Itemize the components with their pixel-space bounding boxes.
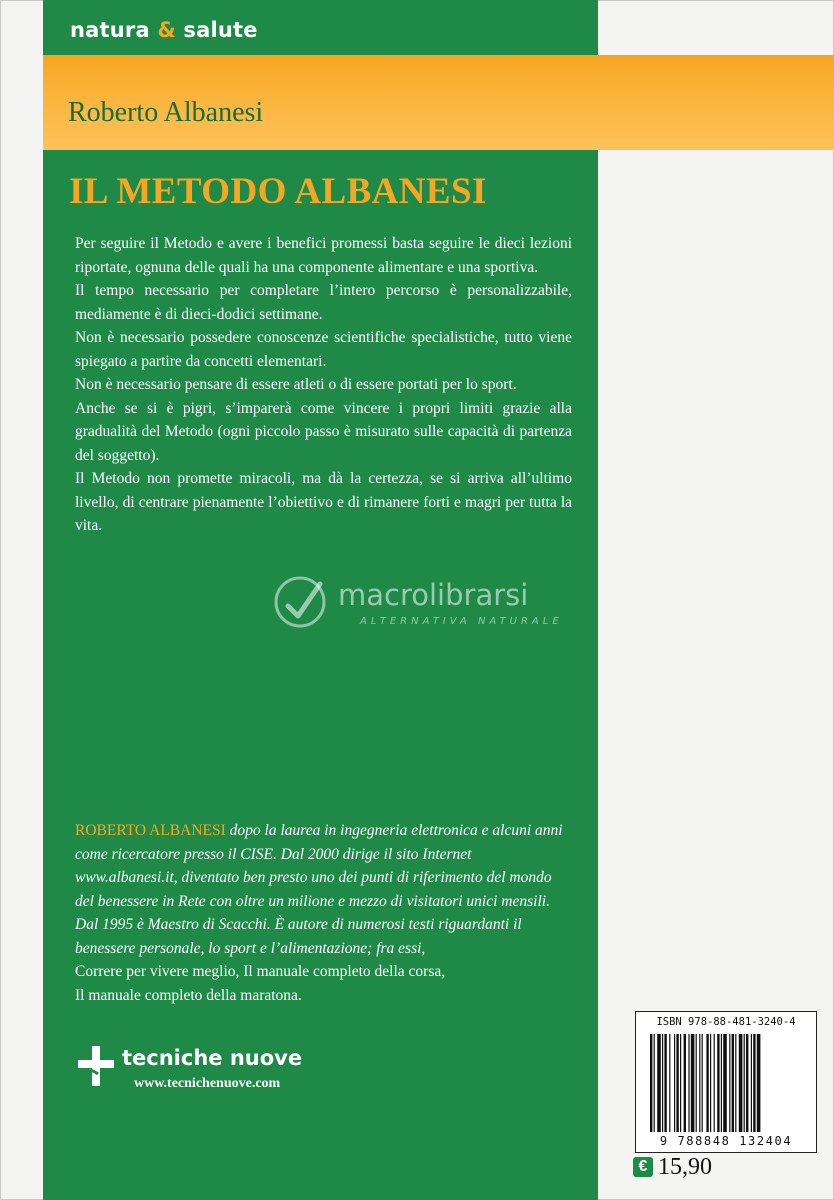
paragraph: Il Metodo non promette miracoli, ma dà la certezza, se si arriva all’ultimo livello, di centrare pienamente l’obiettivo e di rimanere forti e magri per tutta la vita. [75, 470, 572, 534]
watermark-tagline: ALTERNATIVA NATURALE [360, 616, 563, 627]
bio-book-list: Correre per vivere meglio, Il manuale completo della corsa, [75, 963, 446, 980]
leaf-logo-icon [270, 572, 330, 632]
paragraph: Il tempo necessario per completare l’intero percorso è personalizzabile, mediamente è di dieci-dodici settimane. [75, 282, 572, 323]
publisher-url: www.tecnichenuove.com [134, 1076, 281, 1091]
description-text [75, 232, 572, 538]
bio-text: dopo la laurea in ingegneria elettronica e alcuni anni come ricercatore presso il CISE. Dal 2000 dirige il sito Internet www.albanesi.it, diventato ben presto uno dei punti di riferimento del mondo del benessere in Rete con oltre un milione e mezzo di visitatori unici mensili. Dal 1995 è Maestro di Scacchi. È autore di numerosi testi riguardanti il benessere personale, lo sport e l’alimentazione; fra essi, [75, 822, 563, 957]
paragraph: Anche se si è pigri, s’imparerà come vincere i propri limiti grazie alla gradualità del Metodo (ogni piccolo passo è misurato sulle capacità di partenza del soggetto). [75, 399, 572, 464]
barcode-panel [635, 1011, 817, 1153]
barcode [650, 1034, 802, 1132]
author-name: Roberto Albanesi [68, 97, 264, 128]
publisher-logo-icon [74, 1044, 118, 1088]
paragraph: Non è necessario pensare di essere atleti o di essere portati per lo sport. [75, 376, 517, 393]
euro-icon: € [633, 1157, 653, 1177]
book-title: IL METODO ALBANESI [69, 171, 487, 212]
series-ampersand: & [157, 18, 176, 42]
paragraph: Non è necessario possedere conoscenze scientifiche specialistiche, tutto viene spiegato a partire da concetti elementari. [75, 329, 572, 370]
publisher-name: tecniche nuove [122, 1046, 303, 1070]
bio-author-name: ROBERTO ALBANESI [75, 822, 226, 839]
author-bio [75, 819, 565, 1007]
paragraph: Per seguire il Metodo e avere i benefici promessi basta seguire le dieci lezioni riportate, ognuna delle quali ha una componente alimentare e una sportiva. [75, 235, 572, 276]
watermark [270, 572, 600, 642]
price: 15,90 [658, 1154, 712, 1180]
series-name: natura & salute [70, 18, 258, 42]
bio-book-list: Il manuale completo della maratona. [75, 986, 302, 1004]
watermark-name: macrolibrarsi [338, 578, 529, 612]
barcode-number: 9 788848 132404 [659, 1134, 793, 1148]
isbn-label: ISBN 978-88-481-3240-4 [656, 1016, 796, 1028]
